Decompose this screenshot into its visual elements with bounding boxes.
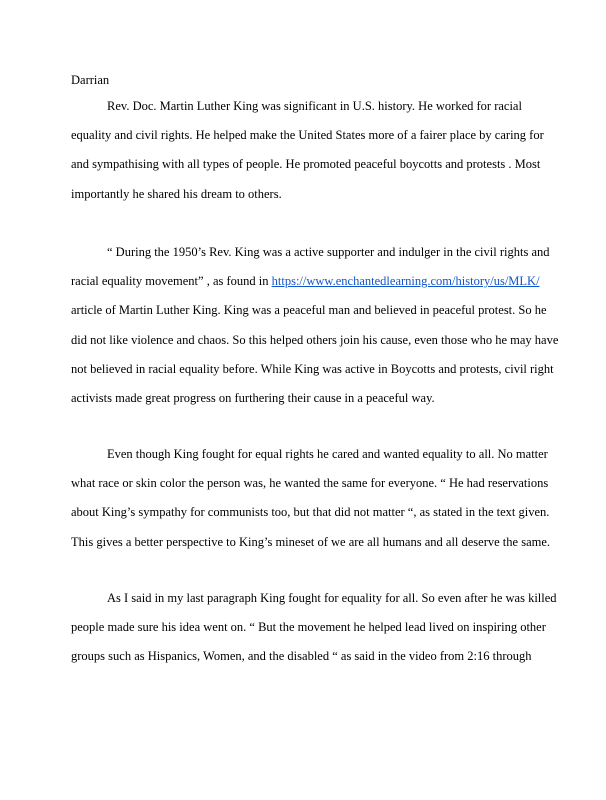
paragraph-line: about King’s sympathy for communists too, but that did not matter “, as stated in the text given. xyxy=(71,505,550,520)
paragraph-4 xyxy=(71,584,557,672)
paragraph-line: people made sure his idea went on. “ But the movement he helped lead lived on inspiring other xyxy=(71,620,546,635)
paragraph-line: Rev. Doc. Martin Luther King was significant in U.S. history. He worked for racial xyxy=(107,99,522,113)
paragraph-line: what race or skin color the person was, he wanted the same for everyone. “ He had reservations xyxy=(71,476,549,491)
paragraph-line: “ During the 1950’s Rev. King was a active supporter and indulger in the civil rights and xyxy=(107,245,550,259)
paragraph-line: equality and civil rights. He helped make the United States more of a fairer place by caring for xyxy=(71,128,544,143)
author-name: Darrian xyxy=(71,73,110,87)
paragraph-1 xyxy=(71,92,544,209)
paragraph-line: activists made great progress on furthering their cause in a peaceful way. xyxy=(71,390,435,405)
paragraph-line: did not like violence and chaos. So this helped others join his cause, even those who he may have xyxy=(71,332,559,347)
paragraph-line: Even though King fought for equal rights he cared and wanted equality to all. No matter xyxy=(107,447,548,461)
paragraph-2 xyxy=(71,238,559,413)
paragraph-line: importantly he shared his dream to others. xyxy=(71,186,282,201)
paragraph-line: This gives a better perspective to King’s mineset of we are all humans and all deserve the same. xyxy=(71,534,551,549)
paragraph-line: not believed in racial equality before. While King was active in Boycotts and protests, civil right xyxy=(71,361,554,376)
paragraph-line: groups such as Hispanics, Women, and the disabled “ as said in the video from 2:16 through xyxy=(71,649,532,664)
paragraph-line-text: racial equality movement” , as found in xyxy=(71,274,272,289)
paragraph-line: and sympathising with all types of people. He promoted peaceful boycotts and protests . Most xyxy=(71,157,541,172)
paragraph-line: As I said in my last paragraph King fought for equality for all. So even after he was killed xyxy=(107,591,557,605)
source-link[interactable]: https://www.enchantedlearning.com/history/us/MLK/ xyxy=(271,274,540,289)
paragraph-3 xyxy=(71,440,551,557)
paragraph-line: article of Martin Luther King. King was a peaceful man and believed in peaceful protest. So he xyxy=(71,303,547,318)
paragraph-line-with-link xyxy=(71,267,541,296)
